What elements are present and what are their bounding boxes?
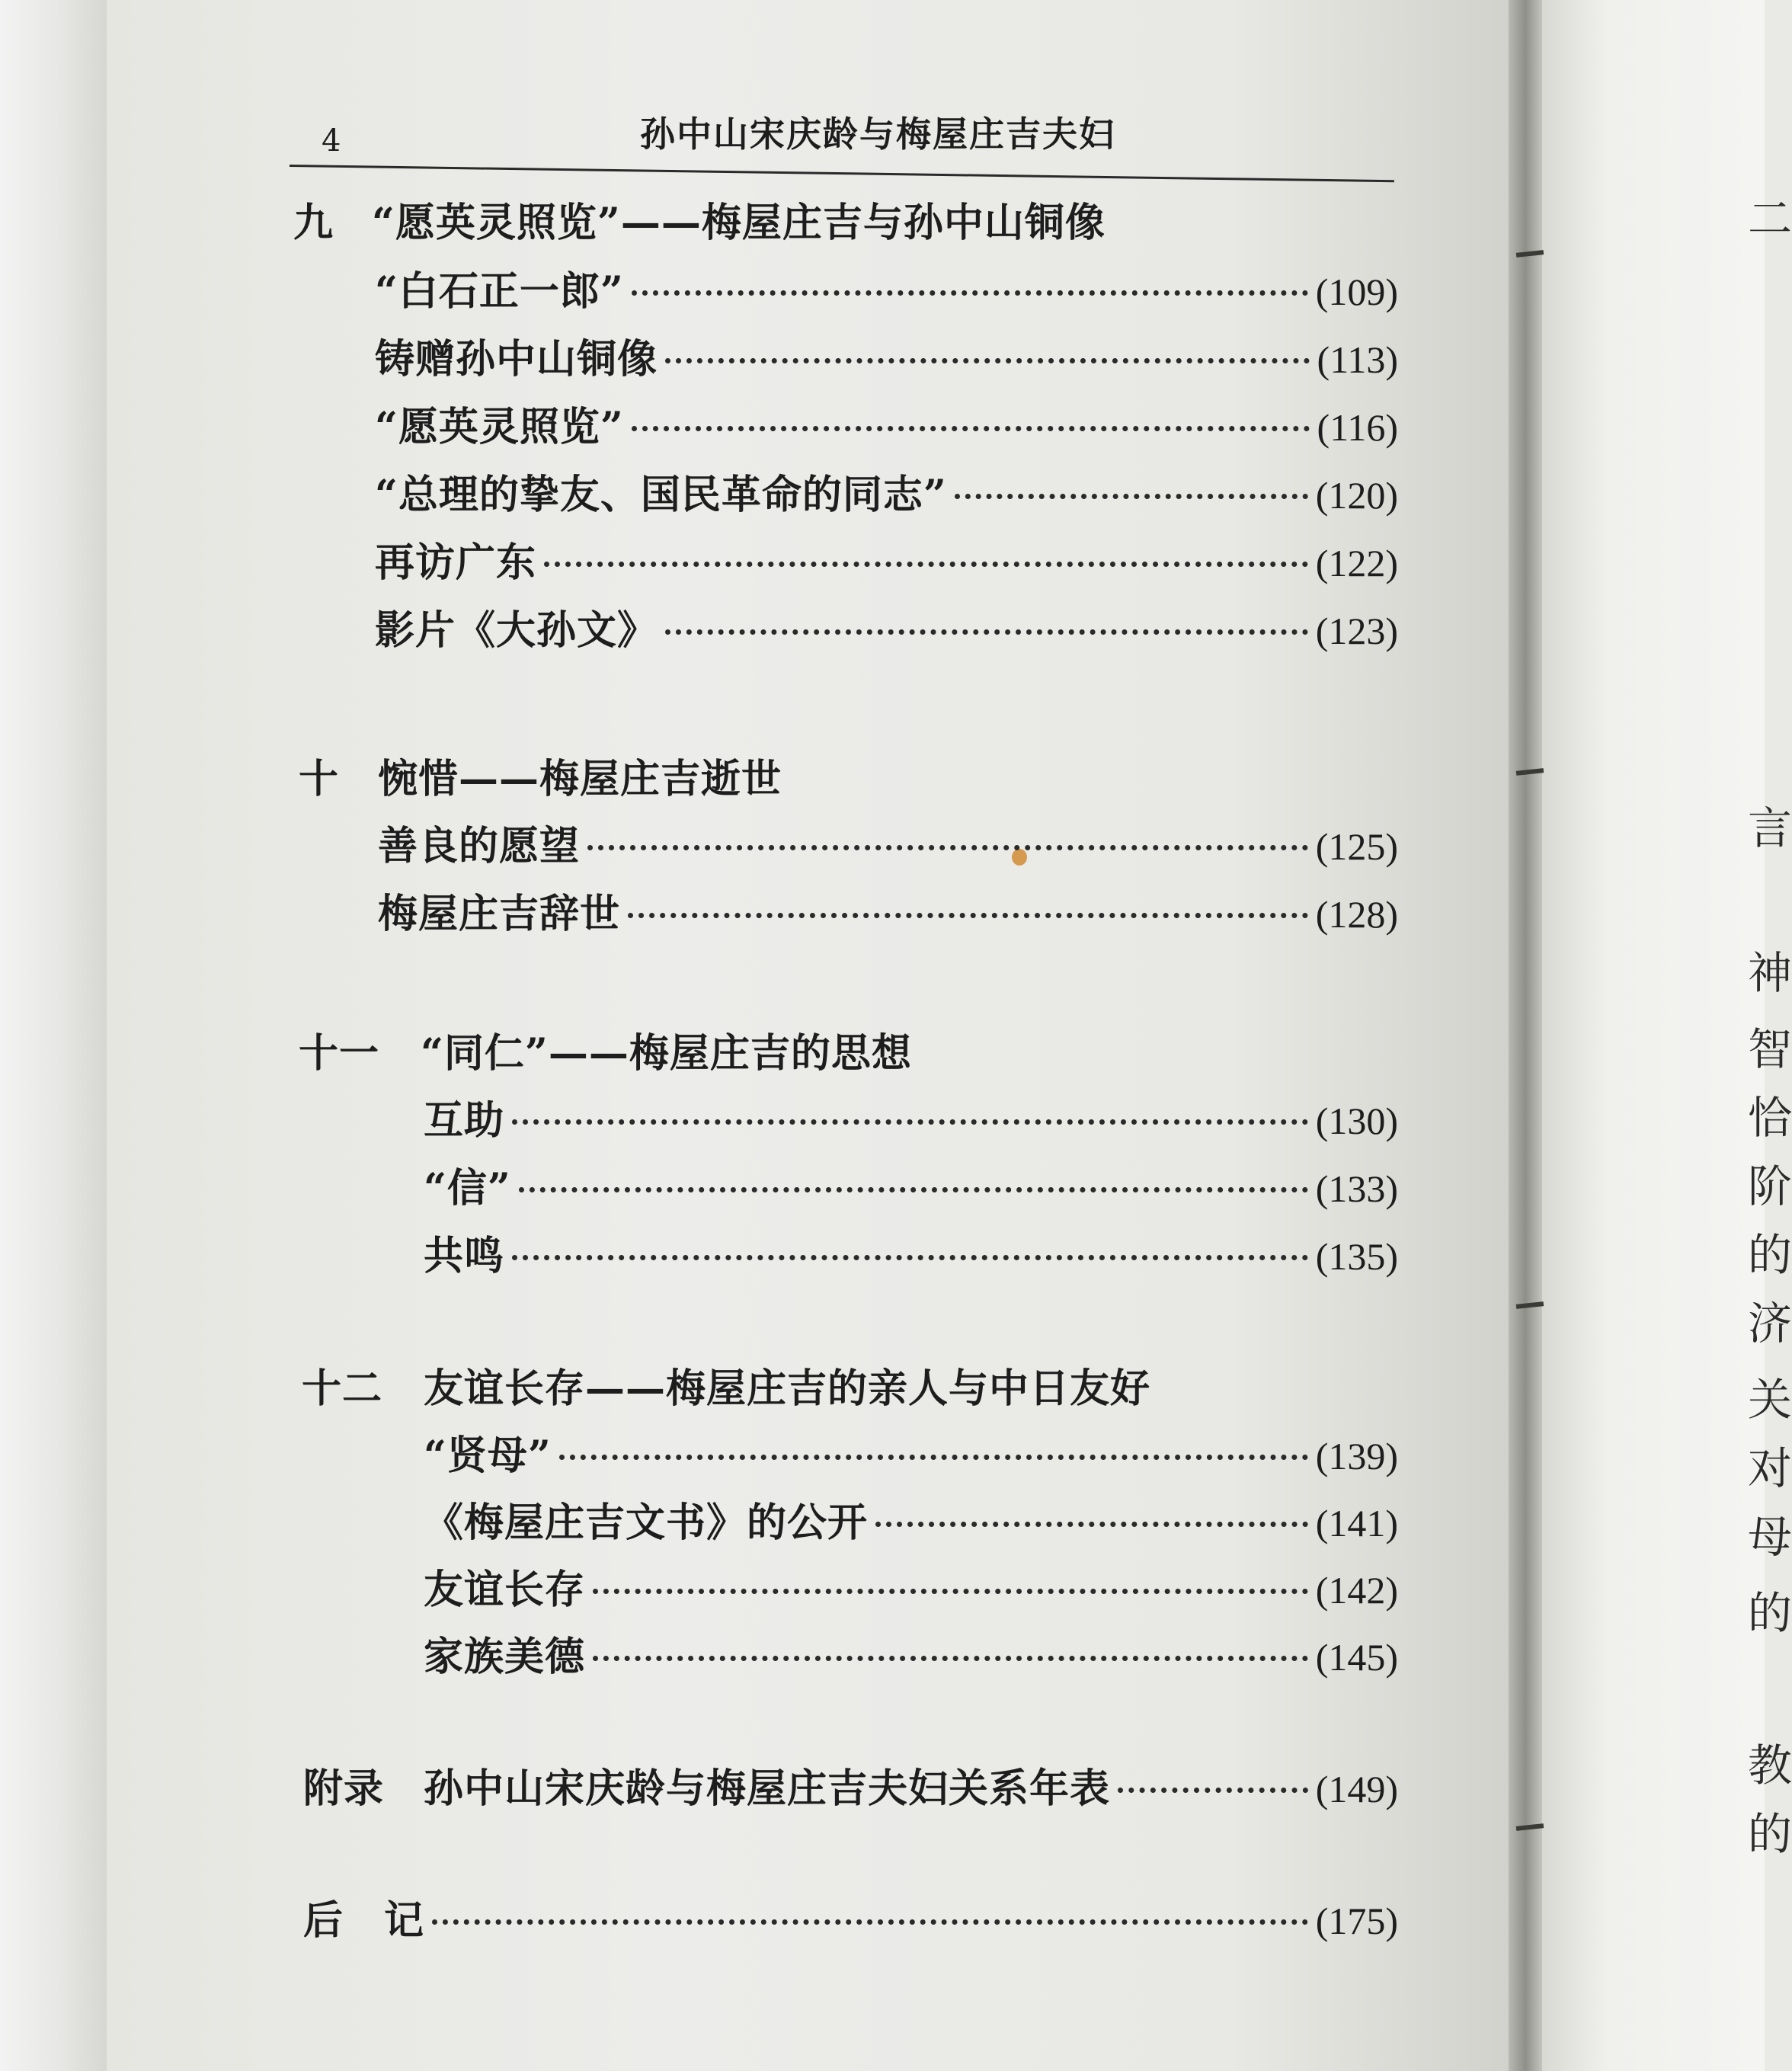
entry-title: 孙中山宋庆龄与梅屋庄吉夫妇关系年表 xyxy=(424,1765,1111,1812)
next-page-glyph: 阶 xyxy=(1748,1160,1792,1212)
chapter-number: 十二 xyxy=(302,1365,383,1412)
dot-leader xyxy=(593,1589,1308,1594)
entry-page-number: (113) xyxy=(1317,338,1398,381)
next-page-glyph: 母 xyxy=(1748,1511,1792,1563)
toc-entry xyxy=(375,327,1398,384)
chapter-title: 惋惜——梅屋庄吉逝世 xyxy=(378,756,782,802)
appendix-label: 附录 xyxy=(303,1765,385,1812)
next-page-glyph: 恰 xyxy=(1748,1092,1792,1144)
next-page-glyph: 教 xyxy=(1748,1740,1792,1791)
dot-leader xyxy=(593,1656,1308,1661)
next-page-glyph: 神 xyxy=(1748,947,1792,999)
entry-title: “信” xyxy=(424,1165,511,1212)
dot-leader xyxy=(587,845,1308,850)
toc-entry xyxy=(375,530,1398,587)
book-spine xyxy=(1509,0,1542,2071)
toc-entry xyxy=(424,1088,1398,1145)
dot-leader xyxy=(665,629,1308,635)
page-header xyxy=(290,107,1399,160)
entry-title: 梅屋庄吉辞世 xyxy=(378,891,621,937)
next-page-glyph: 言 xyxy=(1748,802,1792,854)
entry-title: 善良的愿望 xyxy=(378,823,581,869)
entry-page-number: (133) xyxy=(1315,1167,1398,1210)
dot-leader xyxy=(632,290,1308,296)
next-page-glyph: 济 xyxy=(1748,1298,1792,1349)
entry-page-number: (109) xyxy=(1315,270,1398,313)
entry-title: 影片《大孙文》 xyxy=(375,607,658,654)
dot-leader xyxy=(665,358,1310,363)
entry-page-number: (125) xyxy=(1315,825,1398,868)
entry-title: “总理的挚友、国民革命的同志” xyxy=(375,472,947,518)
chapter-number: 十一 xyxy=(299,1030,380,1077)
appendix-entry xyxy=(424,1756,1398,1813)
page-number: 4 xyxy=(322,123,341,158)
dot-leader xyxy=(519,1187,1308,1192)
entry-title: 后 记 xyxy=(303,1897,425,1944)
entry-page-number: (120) xyxy=(1315,474,1398,517)
entry-title: 家族美德 xyxy=(424,1634,586,1680)
next-page-glyph: 关 xyxy=(1748,1374,1792,1426)
entry-page-number: (149) xyxy=(1315,1768,1398,1810)
toc-entry xyxy=(378,882,1398,939)
entry-page-number: (142) xyxy=(1315,1569,1398,1612)
dot-leader xyxy=(559,1455,1308,1460)
entry-page-number: (175) xyxy=(1315,1900,1398,1942)
entry-title: “白石正一郎” xyxy=(375,268,624,315)
chapter-number: 十 xyxy=(299,756,340,802)
toc-entry xyxy=(378,814,1398,871)
toc-entry xyxy=(424,1557,1398,1615)
entry-title: 友谊长存 xyxy=(424,1567,586,1613)
chapter-number: 九 xyxy=(293,200,334,246)
toc-entry xyxy=(424,1224,1398,1281)
dot-leader xyxy=(875,1522,1308,1527)
next-page xyxy=(1542,0,1792,2071)
entry-page-number: (135) xyxy=(1315,1235,1398,1278)
entry-title: “愿英灵照览” xyxy=(375,404,624,450)
next-page-glyph: 的 xyxy=(1748,1229,1792,1281)
chapter-title: “愿英灵照览”——梅屋庄吉与孙中山铜像 xyxy=(372,200,1106,246)
next-page-glyph: 对 xyxy=(1748,1442,1792,1494)
entry-page-number: (123) xyxy=(1315,610,1398,652)
toc-entry xyxy=(375,463,1398,520)
afterword-entry xyxy=(303,1888,1398,1945)
next-page-glyph: 二 xyxy=(1748,193,1792,245)
dot-leader xyxy=(628,913,1308,918)
entry-title: 铸赠孙中山铜像 xyxy=(375,336,658,383)
dot-leader xyxy=(544,562,1308,567)
toc-entry xyxy=(424,1423,1398,1480)
dot-leader xyxy=(512,1255,1308,1260)
next-page-glyph: 智 xyxy=(1748,1023,1792,1075)
entry-page-number: (141) xyxy=(1315,1502,1398,1544)
dot-leader xyxy=(512,1119,1308,1125)
dot-leader xyxy=(1118,1788,1308,1793)
entry-page-number: (116) xyxy=(1317,406,1398,449)
entry-title: “贤母” xyxy=(424,1432,552,1479)
toc-entry xyxy=(375,395,1398,452)
entry-title: 再访广东 xyxy=(375,539,537,586)
chapter-title: “同仁”——梅屋庄吉的思想 xyxy=(421,1030,912,1077)
next-page-glyph: 的 xyxy=(1748,1587,1792,1639)
entry-page-number: (130) xyxy=(1315,1100,1398,1142)
chapter-title: 友谊长存——梅屋庄吉的亲人与中日友好 xyxy=(424,1365,1151,1412)
entry-page-number: (122) xyxy=(1315,542,1398,584)
dot-leader xyxy=(632,426,1310,431)
entry-title: 共鸣 xyxy=(424,1233,505,1279)
toc-entry xyxy=(375,598,1398,655)
running-title: 孙中山宋庆龄与梅屋庄吉夫妇 xyxy=(640,114,1115,155)
toc-entry xyxy=(424,1624,1398,1682)
previous-page-edge xyxy=(0,0,107,2071)
next-page-glyph: 的 xyxy=(1748,1808,1792,1860)
dot-leader xyxy=(955,494,1308,499)
toc-entry xyxy=(375,259,1398,316)
entry-title: 互助 xyxy=(424,1097,505,1144)
entry-page-number: (145) xyxy=(1315,1636,1398,1679)
entry-page-number: (139) xyxy=(1315,1435,1398,1477)
entry-title: 《梅屋庄吉文书》的公开 xyxy=(424,1500,869,1546)
entry-page-number: (128) xyxy=(1315,893,1398,936)
dot-leader xyxy=(432,1919,1308,1925)
toc-entry xyxy=(424,1490,1398,1548)
toc-entry xyxy=(424,1156,1398,1213)
